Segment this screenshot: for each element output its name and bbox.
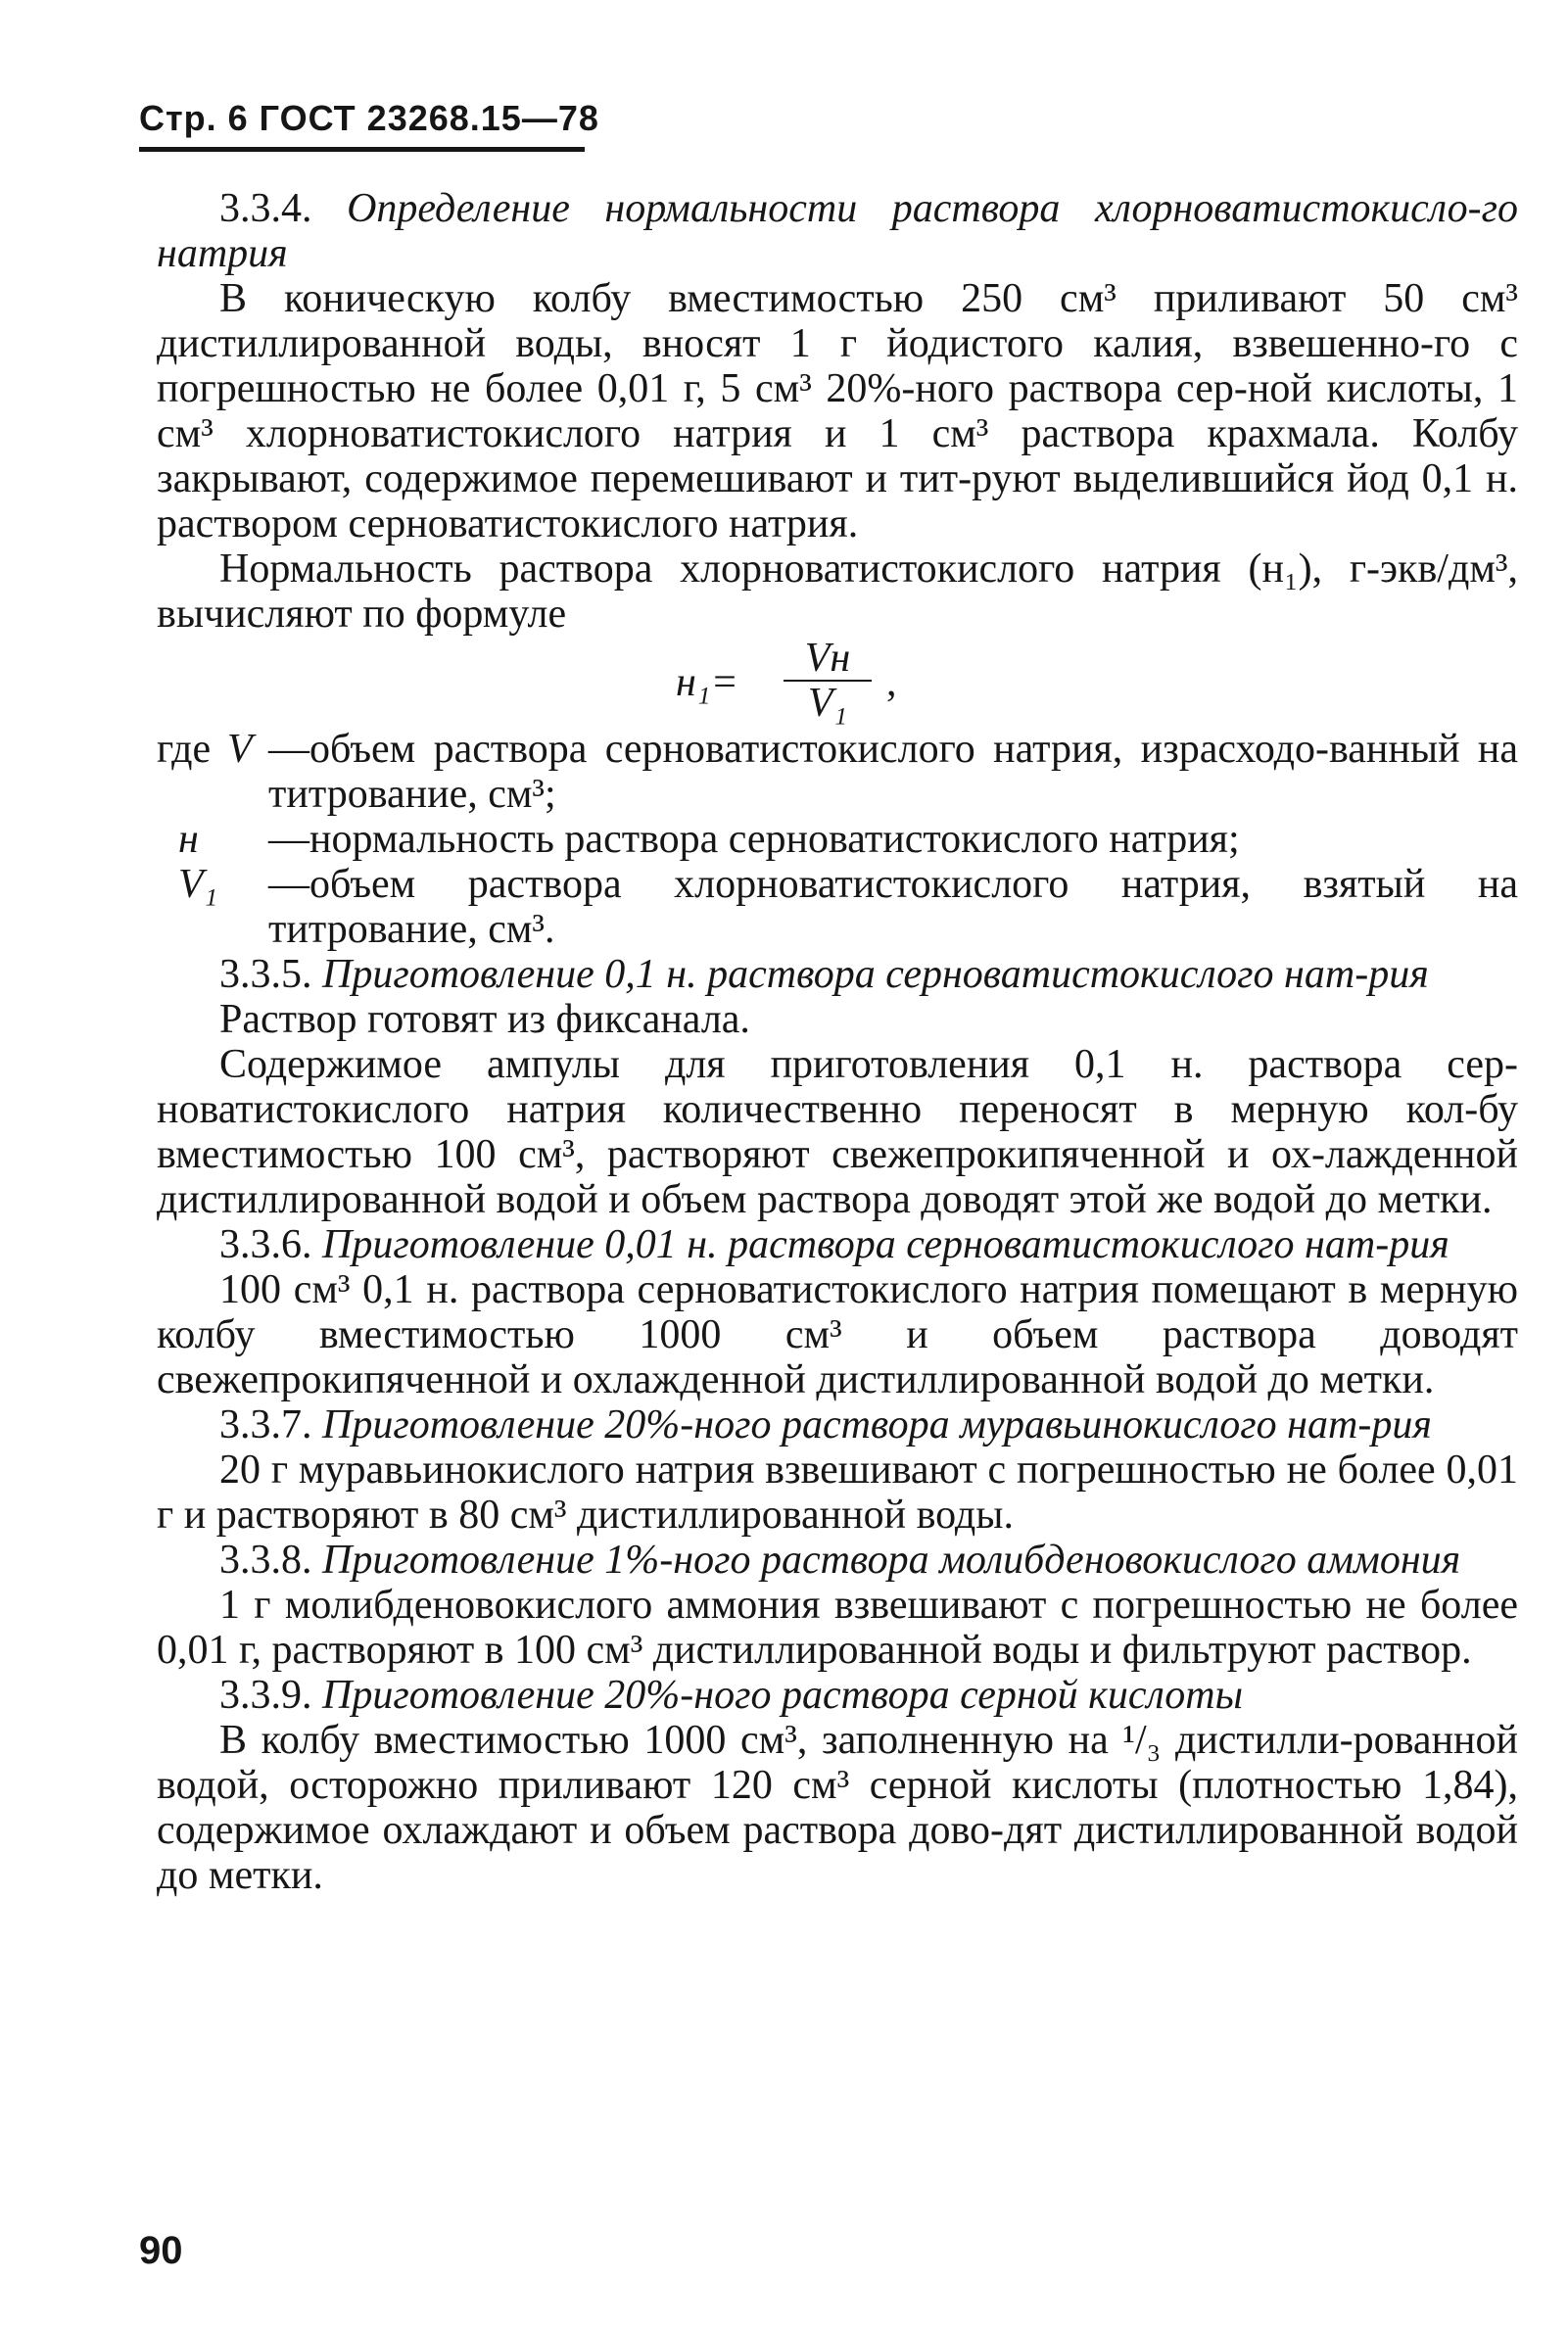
definition-text: —нормальность раствора серноватистокислого натрия; <box>268 817 1240 862</box>
running-header: Стр. 6 ГОСТ 23268.15—78 <box>139 98 599 138</box>
section-heading-3-3-4 <box>157 186 1518 276</box>
definition-row <box>157 817 1518 862</box>
formula-fraction <box>784 637 872 725</box>
section-number: 3.3.7. <box>219 1402 312 1447</box>
where-label: где <box>157 727 212 772</box>
section-number: 3.3.8. <box>219 1538 312 1583</box>
header-rule <box>139 147 585 152</box>
section-number: 3.3.4. <box>219 186 312 231</box>
definition-symbol: V <box>227 727 253 772</box>
section-heading-3-3-8 <box>157 1538 1518 1583</box>
formula-lhs: н₁= <box>676 660 738 705</box>
definition-symbol: V₁ <box>178 862 218 907</box>
section-heading-3-3-5 <box>157 952 1518 997</box>
definition-row <box>157 727 1518 817</box>
section-title: Определение нормальности раствора хлорноватистокисло-го натрия <box>157 186 1519 276</box>
paragraph: Раствор готовят из фиксанала. <box>219 997 750 1042</box>
section-title: Приготовление 20%-ного раствора муравьинокислого нат-рия <box>322 1402 1432 1447</box>
paragraph: Нормальность раствора хлорноватистокислого натрия (н₁), г-экв/дм³, вычисляют по формуле <box>157 546 1518 637</box>
section-number: 3.3.6. <box>219 1222 312 1267</box>
section-title: Приготовление 20%-ного раствора серной кислоты <box>322 1673 1244 1718</box>
formula-comma: , <box>886 660 897 705</box>
section-title: Приготовление 0,01 н. раствора серноватистокислого нат-рия <box>322 1222 1449 1267</box>
definition-text: —объем раствора хлорноватистокислого натрия, взятый на титрование, см³. <box>268 862 1518 952</box>
definition-row <box>157 862 1518 952</box>
paragraph: Содержимое ампулы для приготовления 0,1 н. раствора сер-новатистокислого натрия количественно переносят в мерную кол-бу вместимостью 100 см³, растворяют свежепрокипяченной и ох-лажденной дистиллированной водой и объем раствора доводят этой же водой до метки. <box>157 1042 1518 1222</box>
paragraph: В коническую колбу вместимостью 250 см³ приливают 50 см³ дистиллированной воды, вносят 1 г йодистого калия, взвешенно-го с погрешностью не более 0,01 г, 5 см³ 20%-ного раствора сер-ной кислоты, 1 см³ хлорноватистокислого натрия и 1 см³ раствора крахмала. Колбу закрывают, содержимое перемешивают и тит-руют выделившийся йод 0,1 н. раствором серноватистокислого натрия. <box>157 276 1518 546</box>
section-number: 3.3.9. <box>219 1673 312 1718</box>
paragraph: 1 г молибденовокислого аммония взвешивают с погрешностью не более 0,01 г, растворяют в 100 см³ дистиллированной воды и фильтруют раствор. <box>157 1583 1518 1673</box>
normality-formula <box>157 637 1518 727</box>
document-body <box>157 186 1518 1898</box>
definition-symbol: н <box>178 817 199 862</box>
paragraph: В колбу вместимостью 1000 см³, заполненную на ¹/₃ дистилли-рованной водой, осторожно приливают 120 см³ серной кислоты (плотностью 1,84), содержимое охлаждают и объем раствора дово-дят дистиллированной водой до метки. <box>157 1718 1518 1898</box>
formula-numerator: Vн <box>784 637 872 682</box>
definition-text: —объем раствора серноватистокислого натрия, израсходо-ванный на титрование, см³; <box>268 727 1518 817</box>
section-title: Приготовление 1%-ного раствора молибденовокислого аммония <box>322 1538 1461 1583</box>
section-heading-3-3-6 <box>157 1222 1518 1267</box>
section-title: Приготовление 0,1 н. раствора серноватистокислого нат-рия <box>322 952 1429 997</box>
page-number: 90 <box>139 2229 183 2272</box>
paragraph: 100 см³ 0,1 н. раствора серноватистокислого натрия помещают в мерную колбу вместимостью 1000 см³ и объем раствора доводят свежепрокипяченной и охлажденной дистиллированной водой до метки. <box>157 1267 1518 1402</box>
section-heading-3-3-7 <box>157 1402 1518 1447</box>
formula-denominator: V₁ <box>807 681 848 726</box>
paragraph: 20 г муравьинокислого натрия взвешивают с погрешностью не более 0,01 г и растворяют в 80 см³ дистиллированной воды. <box>157 1447 1518 1538</box>
section-number: 3.3.5. <box>219 952 312 997</box>
section-heading-3-3-9 <box>157 1673 1518 1718</box>
